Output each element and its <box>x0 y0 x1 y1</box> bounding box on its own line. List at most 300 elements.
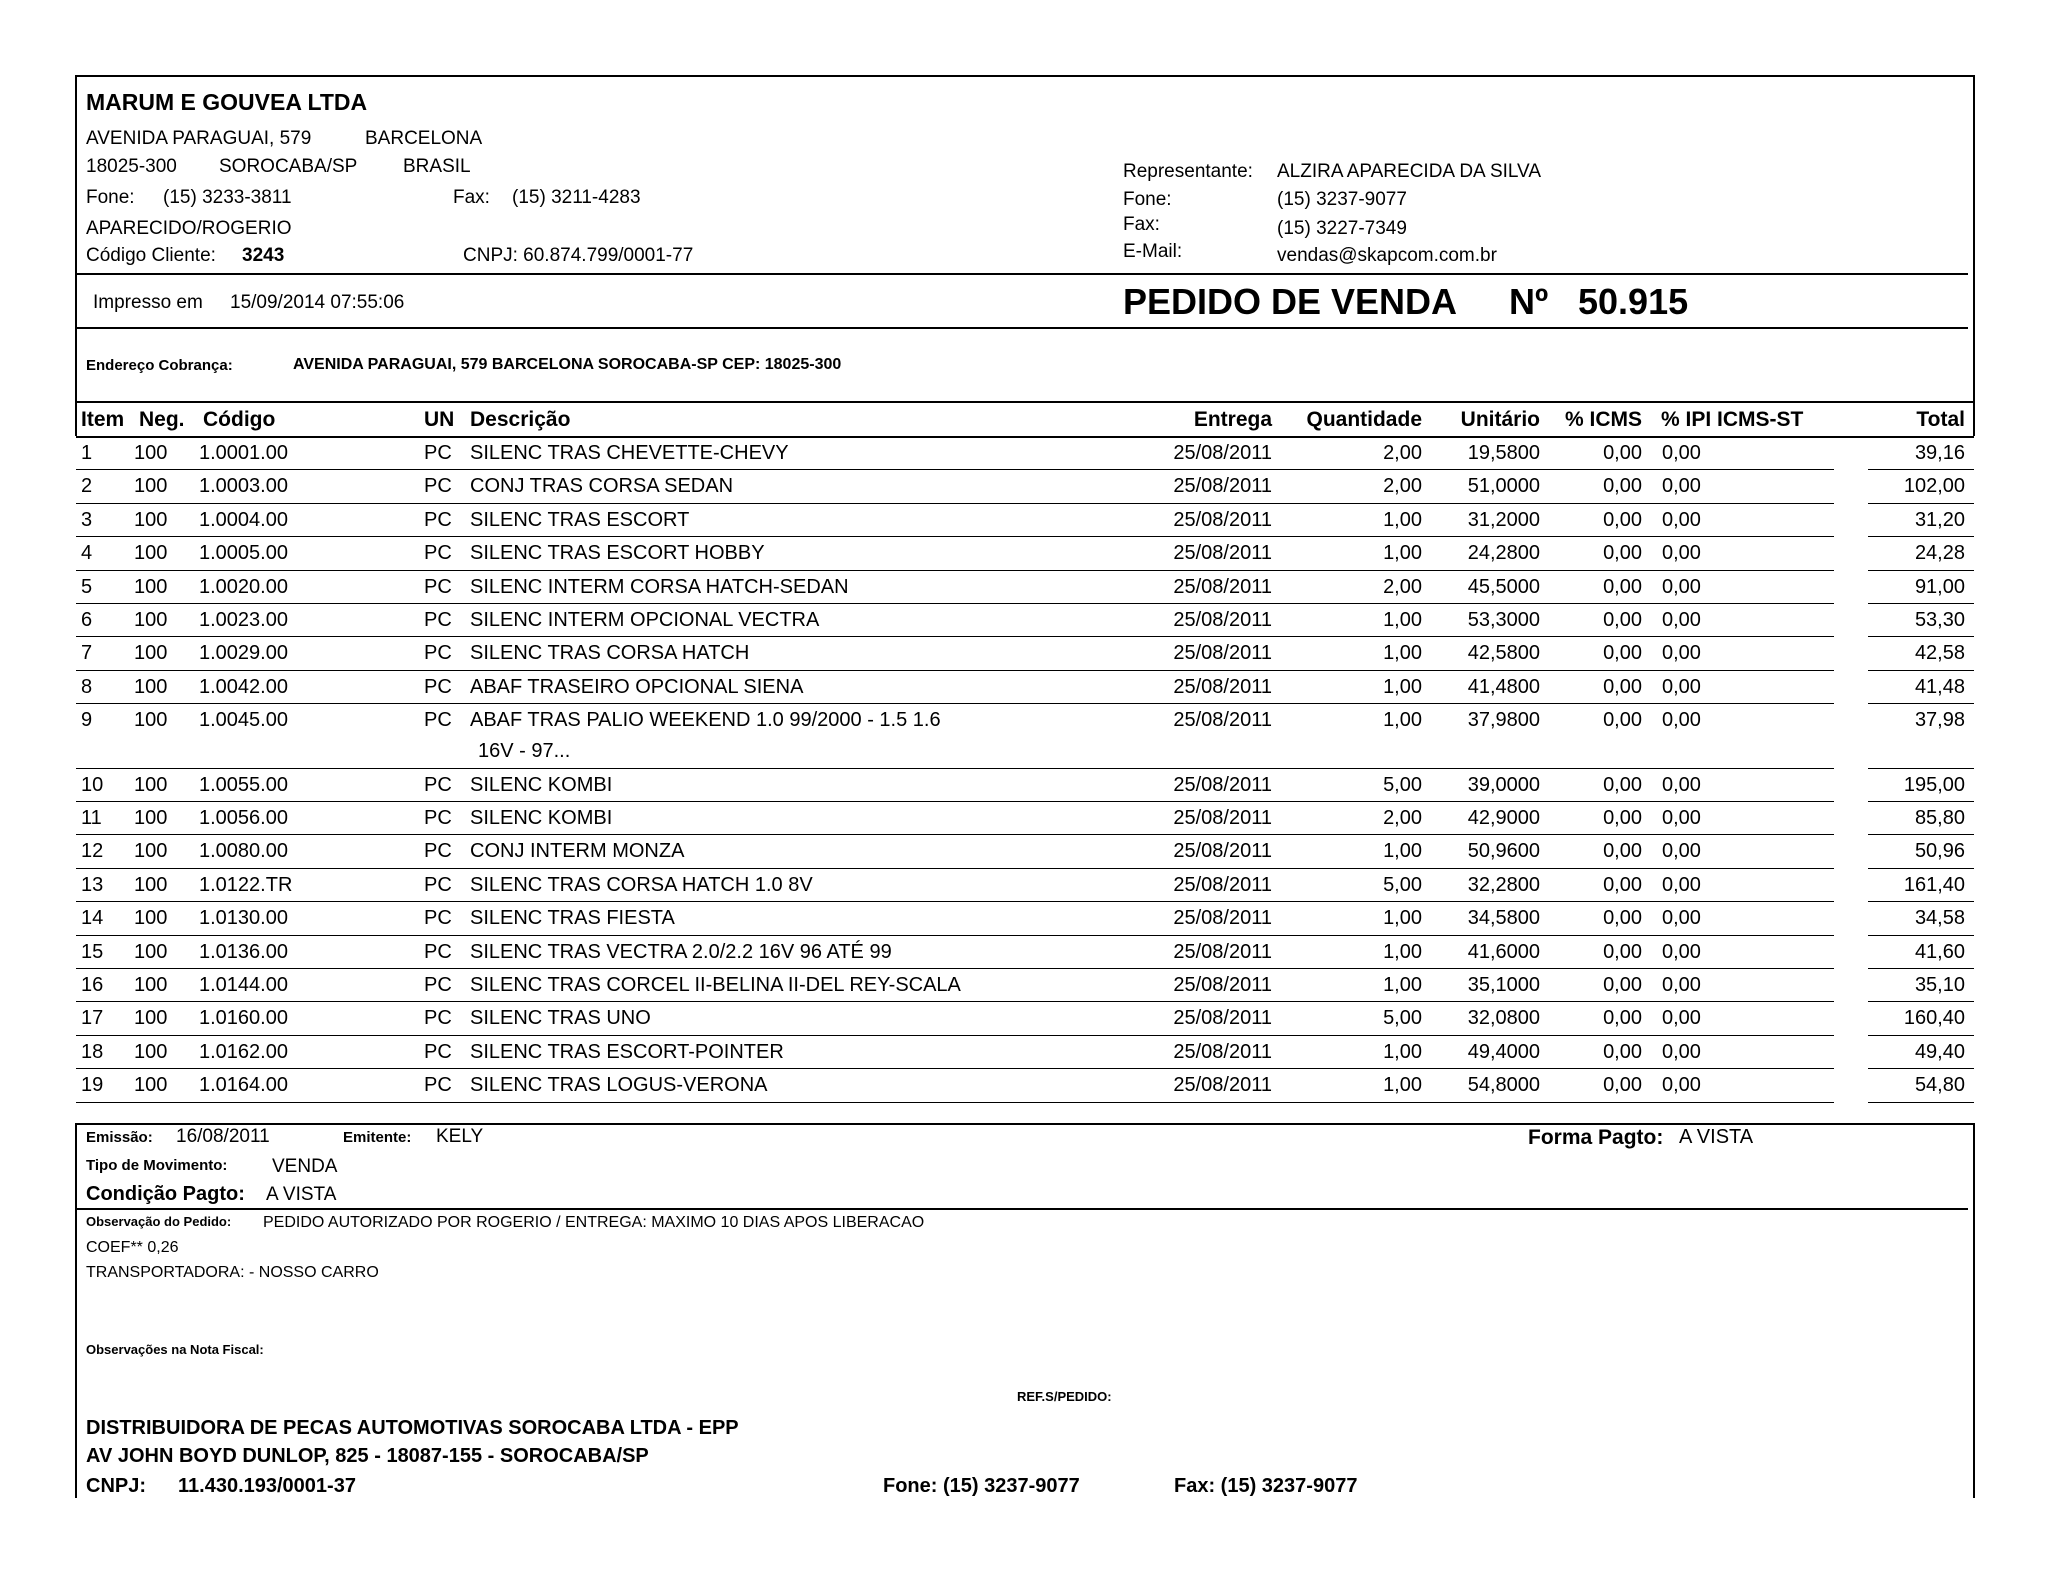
footer-divider <box>76 1208 1968 1210</box>
cell-total: 161,40 <box>1903 873 1965 896</box>
cell-icms: 0,00 <box>1603 1074 1642 1097</box>
distributor-fax: Fax: (15) 3237-9077 <box>1174 1475 1358 1497</box>
representative-email-label: E-Mail: <box>1123 241 1183 262</box>
cell-desc: SILENC TRAS ESCORT-POINTER <box>470 1040 784 1063</box>
cell-neg: 100 <box>134 940 168 963</box>
distributor-address: AV JOHN BOYD DUNLOP, 825 - 18087-155 - SOROCABA/SP <box>86 1445 649 1467</box>
cell-icms: 0,00 <box>1603 873 1642 896</box>
company-fax-label: Fax: <box>453 187 490 208</box>
col-header-icms: % ICMS <box>1564 408 1642 431</box>
cell-qty: 1,00 <box>1383 642 1422 665</box>
cell-unit: 42,5800 <box>1467 642 1540 665</box>
cell-desc: SILENC TRAS LOGUS-VERONA <box>470 1074 768 1097</box>
cell-desc: SILENC TRAS FIESTA <box>470 907 675 930</box>
cell-delivery: 25/08/2011 <box>1173 442 1272 464</box>
movement-type: VENDA <box>272 1156 338 1177</box>
company-street: AVENIDA PARAGUAI, 579 <box>86 128 312 149</box>
cell-ipi: 0,00 <box>1662 840 1701 863</box>
cell-total: 160,40 <box>1903 1007 1965 1030</box>
cell-ipi: 0,00 <box>1662 609 1701 631</box>
cell-ipi: 0,00 <box>1662 1074 1701 1097</box>
table-row <box>76 869 1974 902</box>
cell-item: 1 <box>81 442 93 464</box>
cell-unit: 37,9800 <box>1467 709 1540 732</box>
cell-delivery: 25/08/2011 <box>1173 642 1272 665</box>
cell-item: 9 <box>81 709 93 732</box>
table-row <box>76 902 1974 935</box>
cell-qty: 5,00 <box>1383 1007 1422 1030</box>
cell-desc: SILENC TRAS CHEVETTE-CHEVY <box>470 442 789 464</box>
cell-neg: 100 <box>134 1007 168 1030</box>
cell-ipi: 0,00 <box>1662 642 1701 665</box>
cell-total: 91,00 <box>1914 575 1965 598</box>
distributor-name: DISTRIBUIDORA DE PECAS AUTOMOTIVAS SOROCABA LTDA - EPP <box>86 1417 739 1439</box>
company-name: MARUM E GOUVEA LTDA <box>86 89 368 115</box>
cell-total: 34,58 <box>1914 907 1965 930</box>
cell-ipi: 0,00 <box>1662 508 1701 531</box>
ref-order-label: REF.S/PEDIDO: <box>1017 1389 1112 1404</box>
cell-delivery: 25/08/2011 <box>1173 1007 1272 1030</box>
cell-ipi: 0,00 <box>1662 575 1701 598</box>
col-header-total: Total <box>1916 408 1965 431</box>
cell-un: PC <box>424 508 452 531</box>
cell-total: 49,40 <box>1914 1040 1965 1063</box>
cell-delivery: 25/08/2011 <box>1173 709 1272 732</box>
table-row <box>76 671 1974 704</box>
cell-neg: 100 <box>134 1074 168 1097</box>
cell-icms: 0,00 <box>1603 508 1642 531</box>
cell-unit: 49,4000 <box>1467 1040 1540 1063</box>
cell-ipi: 0,00 <box>1662 940 1701 963</box>
cell-neg: 100 <box>134 873 168 896</box>
cell-code: 1.0136.00 <box>199 940 288 963</box>
table-row <box>76 470 1974 503</box>
cell-item: 10 <box>81 773 104 796</box>
company-cnpj: CNPJ: 60.874.799/0001-77 <box>463 245 694 266</box>
cell-desc: SILENC INTERM OPCIONAL VECTRA <box>470 609 820 631</box>
company-fax: (15) 3211-4283 <box>512 187 641 208</box>
cell-desc: SILENC KOMBI <box>470 807 613 829</box>
representative-phone: (15) 3237-9077 <box>1277 189 1407 210</box>
cell-ipi: 0,00 <box>1662 873 1701 896</box>
cell-total: 41,60 <box>1914 940 1965 963</box>
cell-desc: SILENC KOMBI <box>470 773 613 796</box>
cell-delivery: 25/08/2011 <box>1173 542 1272 565</box>
company-city: SOROCABA/SP <box>219 156 358 177</box>
cell-code: 1.0055.00 <box>199 773 288 796</box>
cell-item: 3 <box>81 508 93 531</box>
cell-un: PC <box>424 1007 452 1030</box>
cell-un: PC <box>424 642 452 665</box>
cell-un: PC <box>424 940 452 963</box>
cell-item: 18 <box>81 1040 104 1063</box>
cell-delivery: 25/08/2011 <box>1173 575 1272 598</box>
cell-icms: 0,00 <box>1603 575 1642 598</box>
cell-neg: 100 <box>134 442 168 464</box>
cell-qty: 5,00 <box>1383 873 1422 896</box>
table-row <box>76 604 1974 637</box>
cell-unit: 39,0000 <box>1467 773 1540 796</box>
table-row <box>76 769 1974 802</box>
cell-code: 1.0042.00 <box>199 675 288 698</box>
cell-code: 1.0130.00 <box>199 907 288 930</box>
col-header-qty: Quantidade <box>1306 408 1422 431</box>
cell-item: 19 <box>81 1074 104 1097</box>
table-row <box>76 1002 1974 1035</box>
cell-desc: SILENC TRAS VECTRA 2.0/2.2 16V 96 ATÉ 99 <box>470 940 892 963</box>
cell-qty: 2,00 <box>1383 442 1422 464</box>
header-right-border <box>1973 75 1975 436</box>
cell-code: 1.0023.00 <box>199 609 288 631</box>
cell-code: 1.0144.00 <box>199 974 288 996</box>
cell-neg: 100 <box>134 840 168 863</box>
cell-neg: 100 <box>134 642 168 665</box>
company-contact: APARECIDO/ROGERIO <box>86 218 292 239</box>
issuer-label: Emitente: <box>343 1129 412 1146</box>
cell-ipi: 0,00 <box>1662 773 1701 796</box>
cell-code: 1.0080.00 <box>199 840 288 863</box>
cell-qty: 1,00 <box>1383 1040 1422 1063</box>
cell-code: 1.0045.00 <box>199 709 288 732</box>
col-header-code: Código <box>203 408 276 431</box>
cell-neg: 100 <box>134 575 168 598</box>
order-number: 50.915 <box>1578 281 1689 322</box>
cell-neg: 100 <box>134 974 168 996</box>
cell-code: 1.0029.00 <box>199 642 288 665</box>
col-header-ipi: % IPI ICMS-ST <box>1661 408 1804 431</box>
printed-label: Impresso em <box>93 292 203 313</box>
cell-icms: 0,00 <box>1603 1007 1642 1030</box>
cell-delivery: 25/08/2011 <box>1173 1074 1272 1097</box>
cell-unit: 41,4800 <box>1467 675 1540 698</box>
col-header-unit: Unitário <box>1460 408 1540 431</box>
cell-total: 54,80 <box>1914 1074 1965 1097</box>
cell-total: 102,00 <box>1903 475 1965 498</box>
cell-qty: 1,00 <box>1383 907 1422 930</box>
cell-neg: 100 <box>134 475 168 498</box>
cell-delivery: 25/08/2011 <box>1173 807 1272 829</box>
cell-icms: 0,00 <box>1603 807 1642 829</box>
cell-desc: SILENC TRAS ESCORT <box>470 508 690 531</box>
col-header-un: UN <box>424 408 455 431</box>
cell-icms: 0,00 <box>1603 1040 1642 1063</box>
cell-un: PC <box>424 840 452 863</box>
cell-delivery: 25/08/2011 <box>1173 940 1272 963</box>
cell-desc: CONJ INTERM MONZA <box>470 840 685 863</box>
table-row <box>76 704 1974 768</box>
cell-item: 13 <box>81 873 104 896</box>
nf-obs-label: Observações na Nota Fiscal: <box>86 1342 264 1357</box>
table-row <box>76 571 1974 604</box>
cell-item: 6 <box>81 609 93 631</box>
cell-delivery: 25/08/2011 <box>1173 773 1272 796</box>
cell-icms: 0,00 <box>1603 940 1642 963</box>
cell-un: PC <box>424 807 452 829</box>
cell-icms: 0,00 <box>1603 709 1642 732</box>
cell-un: PC <box>424 609 452 631</box>
cell-delivery: 25/08/2011 <box>1173 609 1272 631</box>
cell-icms: 0,00 <box>1603 974 1642 996</box>
representative-name: ALZIRA APARECIDA DA SILVA <box>1277 161 1541 182</box>
cell-icms: 0,00 <box>1603 840 1642 863</box>
cell-delivery: 25/08/2011 <box>1173 475 1272 498</box>
billing-address: AVENIDA PARAGUAI, 579 BARCELONA SOROCABA-SP CEP: 18025-300 <box>293 356 842 373</box>
cell-qty: 5,00 <box>1383 773 1422 796</box>
cell-unit: 50,9600 <box>1467 840 1540 863</box>
cell-desc: SILENC TRAS CORSA HATCH 1.0 8V <box>470 873 813 896</box>
company-zip: 18025-300 <box>86 156 177 177</box>
table-row <box>76 1036 1974 1069</box>
cell-item: 12 <box>81 840 104 863</box>
cell-unit: 54,8000 <box>1467 1074 1540 1097</box>
cell-unit: 35,1000 <box>1467 974 1540 996</box>
order-obs-label: Observação do Pedido: <box>86 1214 232 1229</box>
cell-icms: 0,00 <box>1603 609 1642 631</box>
cell-neg: 100 <box>134 508 168 531</box>
cell-unit: 32,0800 <box>1467 1007 1540 1030</box>
cell-desc: SILENC INTERM CORSA HATCH-SEDAN <box>470 575 849 598</box>
cell-un: PC <box>424 974 452 996</box>
order-number-label: Nº <box>1509 281 1549 322</box>
cell-item: 11 <box>81 807 102 829</box>
cell-desc: ABAF TRAS PALIO WEEKEND 1.0 99/2000 - 1.5 1.6 <box>470 709 941 732</box>
cell-code: 1.0164.00 <box>199 1074 288 1097</box>
cell-un: PC <box>424 475 452 498</box>
emission-label: Emissão: <box>86 1129 153 1146</box>
cell-icms: 0,00 <box>1603 442 1642 464</box>
cell-ipi: 0,00 <box>1662 442 1701 464</box>
cell-item: 5 <box>81 575 93 598</box>
representative-fax-label: Fax: <box>1123 214 1160 235</box>
table-row <box>76 936 1974 969</box>
cell-delivery: 25/08/2011 <box>1173 840 1272 863</box>
cell-desc: SILENC TRAS CORSA HATCH <box>470 642 750 665</box>
header-divider <box>76 273 1968 275</box>
cell-qty: 2,00 <box>1383 575 1422 598</box>
cell-code: 1.0005.00 <box>199 542 288 565</box>
cell-desc: SILENC TRAS CORCEL II-BELINA II-DEL REY-SCALA <box>470 974 961 996</box>
cell-un: PC <box>424 873 452 896</box>
cell-icms: 0,00 <box>1603 475 1642 498</box>
payment-form: A VISTA <box>1679 1126 1754 1148</box>
printed-datetime: 15/09/2014 07:55:06 <box>230 292 405 313</box>
cell-item: 8 <box>81 675 93 698</box>
cell-icms: 0,00 <box>1603 773 1642 796</box>
cell-qty: 1,00 <box>1383 709 1422 732</box>
cell-total: 85,80 <box>1914 807 1965 829</box>
cell-item: 7 <box>81 642 93 665</box>
cell-desc: SILENC TRAS ESCORT HOBBY <box>470 542 765 565</box>
cell-ipi: 0,00 <box>1662 709 1701 732</box>
company-district: BARCELONA <box>365 128 483 149</box>
cell-neg: 100 <box>134 773 168 796</box>
header-top-border <box>76 75 1974 77</box>
table-row <box>76 637 1974 670</box>
cell-icms: 0,00 <box>1603 675 1642 698</box>
cell-icms: 0,00 <box>1603 907 1642 930</box>
cell-ipi: 0,00 <box>1662 907 1701 930</box>
representative-fax: (15) 3227-7349 <box>1277 218 1407 239</box>
cell-neg: 100 <box>134 807 168 829</box>
cell-ipi: 0,00 <box>1662 974 1701 996</box>
cell-item: 2 <box>81 475 93 498</box>
row-rule <box>1868 1102 1974 1103</box>
table-row <box>76 504 1974 537</box>
title-divider <box>76 327 1968 329</box>
cell-unit: 42,9000 <box>1467 807 1540 829</box>
cell-total: 24,28 <box>1914 542 1965 565</box>
cell-unit: 32,2800 <box>1467 873 1540 896</box>
cell-neg: 100 <box>134 675 168 698</box>
distributor-phone: Fone: (15) 3237-9077 <box>883 1475 1080 1497</box>
company-phone-label: Fone: <box>86 187 135 208</box>
cell-ipi: 0,00 <box>1662 1007 1701 1030</box>
condition: A VISTA <box>266 1184 337 1205</box>
company-phone: (15) 3233-3811 <box>163 187 292 208</box>
cell-code: 1.0162.00 <box>199 1040 288 1063</box>
cell-total: 50,96 <box>1914 840 1965 863</box>
cell-item: 16 <box>81 974 104 996</box>
order-title: PEDIDO DE VENDA <box>1123 281 1458 322</box>
billing-label: Endereço Cobrança: <box>86 357 233 374</box>
table-row <box>76 1069 1974 1102</box>
cell-total: 35,10 <box>1914 974 1965 996</box>
cell-desc: SILENC TRAS UNO <box>470 1007 651 1030</box>
cell-ipi: 0,00 <box>1662 542 1701 565</box>
cell-code: 1.0001.00 <box>199 442 288 464</box>
payment-form-label: Forma Pagto: <box>1528 1126 1664 1149</box>
cell-total: 53,30 <box>1914 609 1965 631</box>
cell-qty: 1,00 <box>1383 508 1422 531</box>
coef: COEF** 0,26 <box>86 1239 179 1256</box>
cell-neg: 100 <box>134 907 168 930</box>
cell-neg: 100 <box>134 709 168 732</box>
cell-unit: 51,0000 <box>1467 475 1540 498</box>
cell-total: 37,98 <box>1914 709 1965 732</box>
table-row <box>76 537 1974 570</box>
row-rule <box>76 1102 1834 1103</box>
cell-desc: ABAF TRASEIRO OPCIONAL SIENA <box>470 675 804 698</box>
cell-un: PC <box>424 1074 452 1097</box>
cell-item: 15 <box>81 940 104 963</box>
cell-total: 39,16 <box>1914 442 1965 464</box>
cell-qty: 1,00 <box>1383 542 1422 565</box>
cell-delivery: 25/08/2011 <box>1173 873 1272 896</box>
cell-qty: 1,00 <box>1383 609 1422 631</box>
cell-desc-continuation: 16V - 97... <box>478 740 571 763</box>
cell-qty: 1,00 <box>1383 840 1422 863</box>
representative-label: Representante: <box>1123 161 1253 182</box>
cell-un: PC <box>424 542 452 565</box>
footer-top-border <box>76 1123 1974 1125</box>
table-row <box>76 835 1974 868</box>
cell-ipi: 0,00 <box>1662 675 1701 698</box>
cell-delivery: 25/08/2011 <box>1173 907 1272 930</box>
representative-phone-label: Fone: <box>1123 189 1172 210</box>
cell-ipi: 0,00 <box>1662 1040 1701 1063</box>
cell-unit: 34,5800 <box>1467 907 1540 930</box>
cell-icms: 0,00 <box>1603 542 1642 565</box>
cell-code: 1.0160.00 <box>199 1007 288 1030</box>
table-row <box>76 969 1974 1002</box>
cell-neg: 100 <box>134 609 168 631</box>
table-row <box>76 437 1974 470</box>
cell-un: PC <box>424 1040 452 1063</box>
cell-code: 1.0004.00 <box>199 508 288 531</box>
cell-neg: 100 <box>134 542 168 565</box>
cell-qty: 1,00 <box>1383 974 1422 996</box>
cell-qty: 2,00 <box>1383 807 1422 829</box>
col-header-desc: Descrição <box>470 408 571 431</box>
issuer: KELY <box>436 1126 484 1147</box>
cell-unit: 24,2800 <box>1467 542 1540 565</box>
cell-code: 1.0003.00 <box>199 475 288 498</box>
client-code-label: Código Cliente: <box>86 245 216 266</box>
cell-qty: 1,00 <box>1383 1074 1422 1097</box>
cell-neg: 100 <box>134 1040 168 1063</box>
col-header-neg: Neg. <box>139 408 185 431</box>
cell-qty: 1,00 <box>1383 675 1422 698</box>
order-obs: PEDIDO AUTORIZADO POR ROGERIO / ENTREGA: MAXIMO 10 DIAS APOS LIBERACAO <box>263 1214 925 1231</box>
footer-left-border <box>75 1123 77 1498</box>
cell-unit: 19,5800 <box>1467 442 1540 464</box>
carrier: TRANSPORTADORA: - NOSSO CARRO <box>86 1264 379 1281</box>
cell-code: 1.0056.00 <box>199 807 288 829</box>
cell-delivery: 25/08/2011 <box>1173 974 1272 996</box>
cell-item: 4 <box>81 542 93 565</box>
cell-item: 14 <box>81 907 104 930</box>
client-code: 3243 <box>242 245 285 266</box>
cell-un: PC <box>424 773 452 796</box>
cell-icms: 0,00 <box>1603 642 1642 665</box>
header-left-border <box>75 75 77 436</box>
cell-delivery: 25/08/2011 <box>1173 1040 1272 1063</box>
condition-label: Condição Pagto: <box>86 1183 245 1205</box>
cell-un: PC <box>424 907 452 930</box>
cell-delivery: 25/08/2011 <box>1173 675 1272 698</box>
cell-un: PC <box>424 442 452 464</box>
cell-unit: 31,2000 <box>1467 508 1540 531</box>
col-header-item: Item <box>81 408 125 431</box>
cell-qty: 1,00 <box>1383 940 1422 963</box>
cell-code: 1.0020.00 <box>199 575 288 598</box>
distributor-cnpj-label: CNPJ: <box>86 1475 147 1497</box>
cell-delivery: 25/08/2011 <box>1173 508 1272 531</box>
cell-total: 41,48 <box>1914 675 1965 698</box>
emission-date: 16/08/2011 <box>176 1126 270 1147</box>
cell-total: 195,00 <box>1903 773 1965 796</box>
table-header-top-border <box>76 401 1974 403</box>
cell-item: 17 <box>81 1007 104 1030</box>
movement-label: Tipo de Movimento: <box>86 1157 228 1174</box>
cell-ipi: 0,00 <box>1662 807 1701 829</box>
cell-code: 1.0122.TR <box>199 873 293 896</box>
distributor-cnpj: 11.430.193/0001-37 <box>178 1475 356 1497</box>
cell-ipi: 0,00 <box>1662 475 1701 498</box>
table-row <box>76 802 1974 835</box>
cell-un: PC <box>424 709 452 732</box>
representative-email: vendas@skapcom.com.br <box>1277 245 1497 266</box>
cell-desc: CONJ TRAS CORSA SEDAN <box>470 475 734 498</box>
cell-un: PC <box>424 675 452 698</box>
cell-unit: 45,5000 <box>1467 575 1540 598</box>
col-header-delivery: Entrega <box>1193 408 1272 431</box>
cell-qty: 2,00 <box>1383 475 1422 498</box>
footer-right-border <box>1973 1123 1975 1498</box>
cell-un: PC <box>424 575 452 598</box>
cell-total: 42,58 <box>1914 642 1965 665</box>
cell-unit: 53,3000 <box>1467 609 1540 631</box>
